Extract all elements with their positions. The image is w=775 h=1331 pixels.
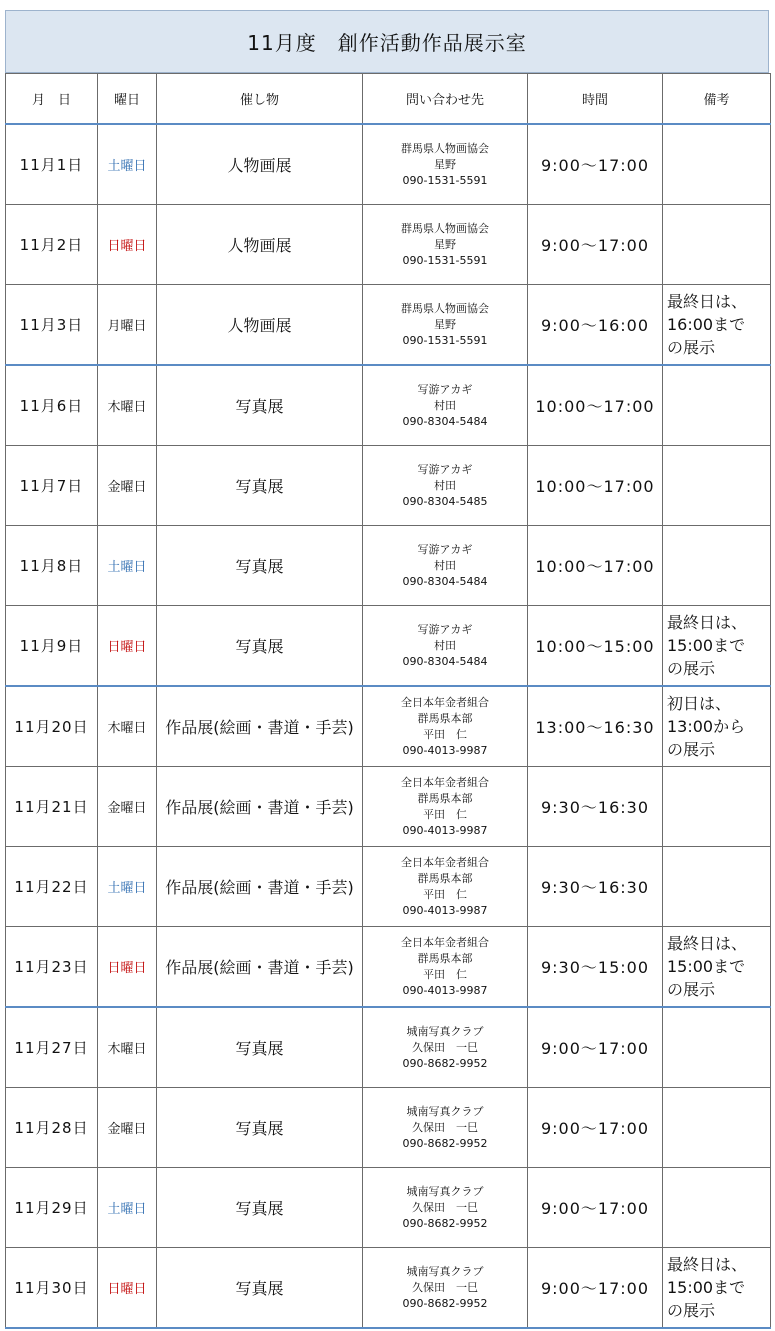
contact-cell	[363, 606, 528, 687]
contact-line: 村田	[434, 398, 456, 412]
table-row	[6, 606, 771, 687]
notes-cell	[663, 446, 771, 526]
contact-line: 写游アカギ	[417, 382, 473, 396]
contact-line: 090-8682-9952	[402, 1216, 488, 1230]
contact-cell	[363, 1248, 528, 1329]
table-row	[6, 767, 771, 847]
day-of-week-cell: 金曜日	[98, 767, 157, 847]
time-cell: 9:30〜15:00	[528, 927, 663, 1008]
contact-line: 090-4013-9987	[402, 743, 488, 757]
contact-cell	[363, 1168, 528, 1248]
contact-line: 090-8304-5484	[402, 414, 488, 428]
date-cell: 11月23日	[6, 927, 98, 1008]
note-line: の展示	[667, 338, 716, 357]
notes-cell	[663, 526, 771, 606]
contact-line: 全日本年金者組合	[401, 855, 489, 869]
contact-line: 城南写真クラブ	[406, 1024, 484, 1038]
event-cell: 人物画展	[157, 205, 363, 285]
time-cell: 10:00〜17:00	[528, 365, 663, 446]
note-line: の展示	[667, 1301, 716, 1320]
date-cell: 11月22日	[6, 847, 98, 927]
contact-line: 090-1531-5591	[402, 173, 488, 187]
contact-line: 090-8304-5485	[402, 494, 488, 508]
header-row	[6, 74, 771, 125]
note-line: 最終日は、	[667, 613, 748, 632]
contact-line: 全日本年金者組合	[401, 695, 489, 709]
page-title: 11月度 創作活動作品展示室	[5, 10, 769, 73]
note-line: 15:00まで	[667, 1278, 746, 1297]
table-row	[6, 847, 771, 927]
contact-line: 090-4013-9987	[402, 983, 488, 997]
contact-cell	[363, 124, 528, 205]
time-cell: 9:30〜16:30	[528, 767, 663, 847]
contact-cell	[363, 526, 528, 606]
time-cell: 9:00〜17:00	[528, 1088, 663, 1168]
table-row	[6, 526, 771, 606]
day-of-week-cell: 日曜日	[98, 1248, 157, 1329]
contact-line: 090-8304-5484	[402, 654, 488, 668]
note-line: の展示	[667, 740, 716, 759]
contact-line: 久保田 一巳	[412, 1200, 478, 1214]
note-line: 最終日は、	[667, 1255, 748, 1274]
contact-line: 群馬県人物画協会	[401, 141, 489, 155]
contact-line: 星野	[434, 237, 456, 251]
contact-line: 村田	[434, 558, 456, 572]
notes-cell	[663, 606, 771, 687]
header-time: 時間	[528, 74, 663, 125]
day-of-week-cell: 日曜日	[98, 205, 157, 285]
contact-line: 写游アカギ	[417, 462, 473, 476]
note-line: 13:00から	[667, 717, 746, 736]
contact-cell	[363, 446, 528, 526]
contact-line: 群馬県本部	[417, 791, 473, 805]
contact-line: 群馬県本部	[417, 951, 473, 965]
note-line: 最終日は、	[667, 292, 748, 311]
header-contact: 問い合わせ先	[363, 74, 528, 125]
time-cell: 9:00〜17:00	[528, 124, 663, 205]
time-cell: 13:00〜16:30	[528, 686, 663, 767]
header-day-of-week: 曜日	[98, 74, 157, 125]
notes-cell	[663, 847, 771, 927]
contact-line: 久保田 一巳	[412, 1280, 478, 1294]
date-cell: 11月20日	[6, 686, 98, 767]
time-cell: 9:00〜17:00	[528, 1248, 663, 1329]
event-cell: 作品展(絵画・書道・手芸)	[157, 927, 363, 1008]
day-of-week-cell: 土曜日	[98, 526, 157, 606]
contact-line: 全日本年金者組合	[401, 775, 489, 789]
notes-cell	[663, 205, 771, 285]
date-cell: 11月3日	[6, 285, 98, 366]
contact-cell	[363, 1088, 528, 1168]
contact-line: 城南写真クラブ	[406, 1264, 484, 1278]
contact-cell	[363, 927, 528, 1008]
contact-line: 久保田 一巳	[412, 1120, 478, 1134]
day-of-week-cell: 日曜日	[98, 606, 157, 687]
contact-line: 星野	[434, 317, 456, 331]
contact-line: 群馬県本部	[417, 711, 473, 725]
time-cell: 9:30〜16:30	[528, 847, 663, 927]
note-line: 初日は、	[667, 694, 732, 713]
contact-cell	[363, 847, 528, 927]
table-row	[6, 1248, 771, 1329]
day-of-week-cell: 金曜日	[98, 1088, 157, 1168]
note-line: 最終日は、	[667, 934, 748, 953]
contact-cell	[363, 686, 528, 767]
contact-line: 城南写真クラブ	[406, 1104, 484, 1118]
event-cell: 写真展	[157, 606, 363, 687]
day-of-week-cell: 金曜日	[98, 446, 157, 526]
notes-cell	[663, 767, 771, 847]
contact-line: 090-8682-9952	[402, 1056, 488, 1070]
date-cell: 11月28日	[6, 1088, 98, 1168]
contact-line: 090-1531-5591	[402, 253, 488, 267]
date-cell: 11月21日	[6, 767, 98, 847]
day-of-week-cell: 木曜日	[98, 686, 157, 767]
header-notes: 備考	[663, 74, 771, 125]
event-cell: 写真展	[157, 365, 363, 446]
contact-cell	[363, 1007, 528, 1088]
event-cell: 写真展	[157, 1168, 363, 1248]
table-row	[6, 365, 771, 446]
contact-line: 城南写真クラブ	[406, 1184, 484, 1198]
table-row	[6, 686, 771, 767]
date-cell: 11月2日	[6, 205, 98, 285]
time-cell: 9:00〜17:00	[528, 1168, 663, 1248]
contact-line: 写游アカギ	[417, 622, 473, 636]
date-cell: 11月8日	[6, 526, 98, 606]
note-line: 15:00まで	[667, 636, 746, 655]
date-cell: 11月7日	[6, 446, 98, 526]
event-cell: 人物画展	[157, 285, 363, 366]
notes-cell	[663, 285, 771, 366]
contact-line: 群馬県人物画協会	[401, 301, 489, 315]
event-cell: 写真展	[157, 1088, 363, 1168]
event-cell: 写真展	[157, 1248, 363, 1329]
schedule-table	[5, 73, 771, 1329]
table-row	[6, 1007, 771, 1088]
date-cell: 11月6日	[6, 365, 98, 446]
contact-line: 090-4013-9987	[402, 823, 488, 837]
table-row	[6, 285, 771, 366]
note-line: の展示	[667, 980, 716, 999]
contact-line: 星野	[434, 157, 456, 171]
table-row	[6, 1088, 771, 1168]
notes-cell	[663, 365, 771, 446]
contact-cell	[363, 205, 528, 285]
event-cell: 写真展	[157, 526, 363, 606]
contact-line: 写游アカギ	[417, 542, 473, 556]
notes-cell	[663, 1168, 771, 1248]
event-cell: 作品展(絵画・書道・手芸)	[157, 686, 363, 767]
notes-cell	[663, 927, 771, 1008]
note-line: 16:00まで	[667, 315, 746, 334]
contact-line: 090-8682-9952	[402, 1136, 488, 1150]
contact-line: 久保田 一巳	[412, 1040, 478, 1054]
table-row	[6, 927, 771, 1008]
contact-line: 090-8304-5484	[402, 574, 488, 588]
notes-cell	[663, 1088, 771, 1168]
contact-line: 村田	[434, 478, 456, 492]
event-cell: 写真展	[157, 1007, 363, 1088]
date-cell: 11月27日	[6, 1007, 98, 1088]
day-of-week-cell: 土曜日	[98, 1168, 157, 1248]
notes-cell	[663, 686, 771, 767]
day-of-week-cell: 土曜日	[98, 847, 157, 927]
note-line: 15:00まで	[667, 957, 746, 976]
date-cell: 11月9日	[6, 606, 98, 687]
event-cell: 写真展	[157, 446, 363, 526]
date-cell: 11月29日	[6, 1168, 98, 1248]
table-row	[6, 124, 771, 205]
event-cell: 人物画展	[157, 124, 363, 205]
notes-cell	[663, 1248, 771, 1329]
contact-line: 群馬県本部	[417, 871, 473, 885]
time-cell: 9:00〜17:00	[528, 1007, 663, 1088]
time-cell: 9:00〜16:00	[528, 285, 663, 366]
contact-line: 090-4013-9987	[402, 903, 488, 917]
note-line: の展示	[667, 659, 716, 678]
day-of-week-cell: 月曜日	[98, 285, 157, 366]
table-row	[6, 1168, 771, 1248]
contact-line: 村田	[434, 638, 456, 652]
contact-cell	[363, 767, 528, 847]
contact-line: 平田 仁	[423, 967, 467, 981]
notes-cell	[663, 1007, 771, 1088]
contact-line: 群馬県人物画協会	[401, 221, 489, 235]
contact-line: 全日本年金者組合	[401, 935, 489, 949]
header-date: 月 日	[6, 74, 98, 125]
contact-line: 090-1531-5591	[402, 333, 488, 347]
day-of-week-cell: 木曜日	[98, 365, 157, 446]
day-of-week-cell: 土曜日	[98, 124, 157, 205]
event-cell: 作品展(絵画・書道・手芸)	[157, 767, 363, 847]
date-cell: 11月30日	[6, 1248, 98, 1329]
time-cell: 10:00〜17:00	[528, 446, 663, 526]
contact-cell	[363, 365, 528, 446]
contact-line: 平田 仁	[423, 727, 467, 741]
time-cell: 10:00〜15:00	[528, 606, 663, 687]
contact-cell	[363, 285, 528, 366]
table-row	[6, 205, 771, 285]
notes-cell	[663, 124, 771, 205]
contact-line: 平田 仁	[423, 807, 467, 821]
event-cell: 作品展(絵画・書道・手芸)	[157, 847, 363, 927]
day-of-week-cell: 木曜日	[98, 1007, 157, 1088]
table-row	[6, 446, 771, 526]
day-of-week-cell: 日曜日	[98, 927, 157, 1008]
contact-line: 平田 仁	[423, 887, 467, 901]
time-cell: 9:00〜17:00	[528, 205, 663, 285]
contact-line: 090-8682-9952	[402, 1296, 488, 1310]
date-cell: 11月1日	[6, 124, 98, 205]
header-event: 催し物	[157, 74, 363, 125]
time-cell: 10:00〜17:00	[528, 526, 663, 606]
